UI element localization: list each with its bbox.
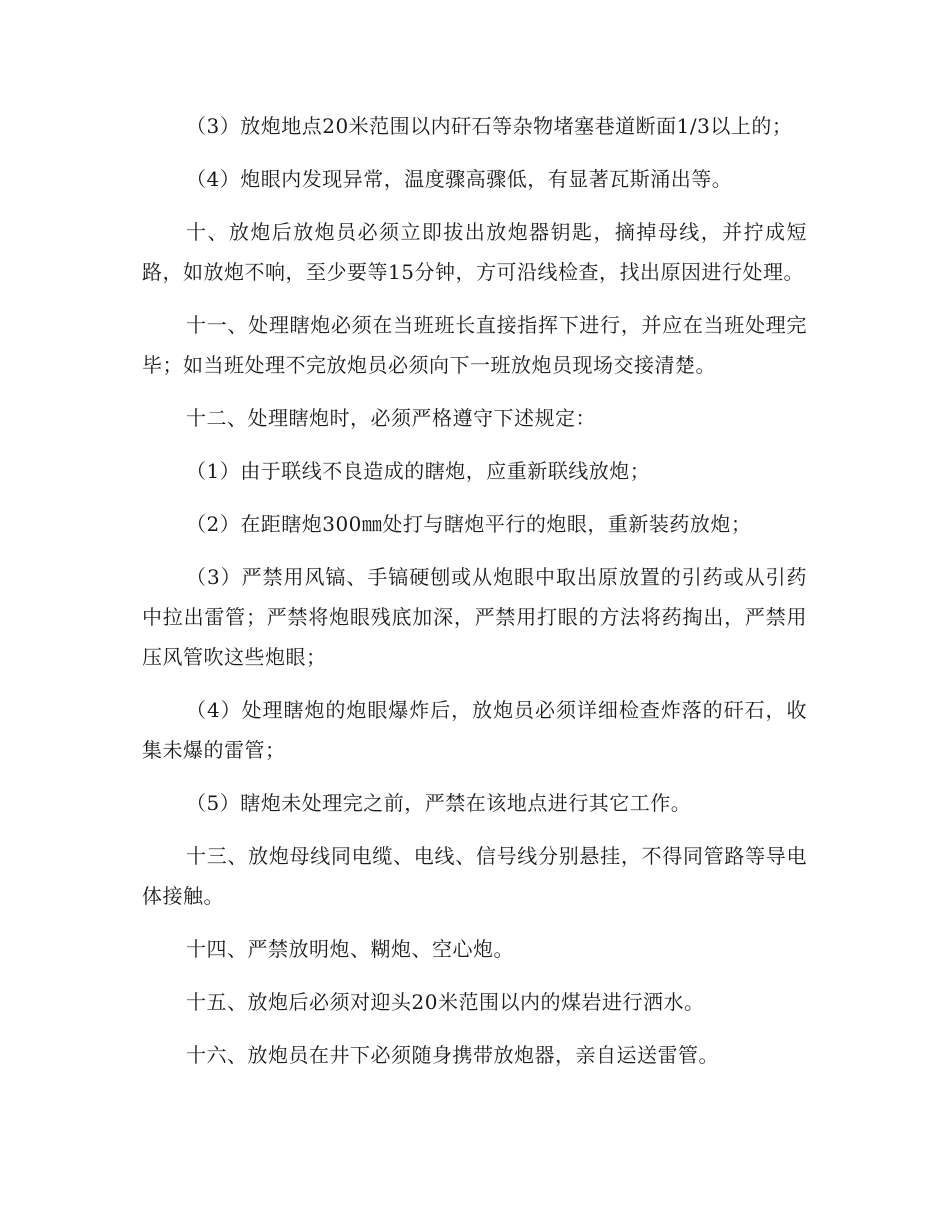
paragraph-rule-14: 十四、严禁放明炮、糊炮、空心炮。 <box>186 937 514 961</box>
paragraph-rule-12-item-4: （4）处理瞎炮的炮眼爆炸后，放炮员必须详细检查炸落的矸石，收集未爆的雷管； <box>142 698 807 762</box>
paragraph-rule-16: 十六、放炮员在井下必须随身携带放炮器，亲自运送雷管。 <box>186 1043 719 1067</box>
paragraph-rule-12-item-3: （3）严禁用风镐、手镐硬刨或从炮眼中取出原放置的引药或从引药中拉出雷管；严禁将炮眼残底加深，严禁用打眼的方法将药掏出，严禁用压风管吹这些炮眼； <box>142 565 807 669</box>
paragraph-rule-12-item-2: （2）在距瞎炮300㎜处打与瞎炮平行的炮眼，重新装药放炮； <box>186 512 752 536</box>
paragraph-rule-13: 十三、放炮母线同电缆、电线、信号线分别悬挂，不得同管路等导电体接触。 <box>142 844 807 908</box>
paragraph-rule-10: 十、放炮后放炮员必须立即拔出放炮器钥匙，摘掉母线，并拧成短路，如放炮不响，至少要等15分钟，方可沿线检查，找出原因进行处理。 <box>142 220 807 284</box>
paragraph-item-3: （3）放炮地点20米范围以内矸石等杂物堵塞巷道断面1/3以上的； <box>186 114 793 138</box>
paragraph-item-4: （4）炮眼内发现异常，温度骤高骤低，有显著瓦斯涌出等。 <box>186 167 733 191</box>
paragraph-rule-15: 十五、放炮后必须对迎头20米范围以内的煤岩进行洒水。 <box>186 990 705 1014</box>
paragraph-rule-11: 十一、处理瞎炮必须在当班班长直接指挥下进行，并应在当班处理完毕；如当班处理不完放炮员必须向下一班放炮员现场交接清楚。 <box>142 313 807 377</box>
paragraph-rule-12-item-1: （1）由于联线不良造成的瞎炮，应重新联线放炮； <box>186 459 651 483</box>
document-body <box>142 106 807 1088</box>
paragraph-rule-12: 十二、处理瞎炮时，必须严格遵守下述规定： <box>186 406 596 430</box>
paragraph-rule-12-item-5: （5）瞎炮未处理完之前，严禁在该地点进行其它工作。 <box>186 791 692 815</box>
